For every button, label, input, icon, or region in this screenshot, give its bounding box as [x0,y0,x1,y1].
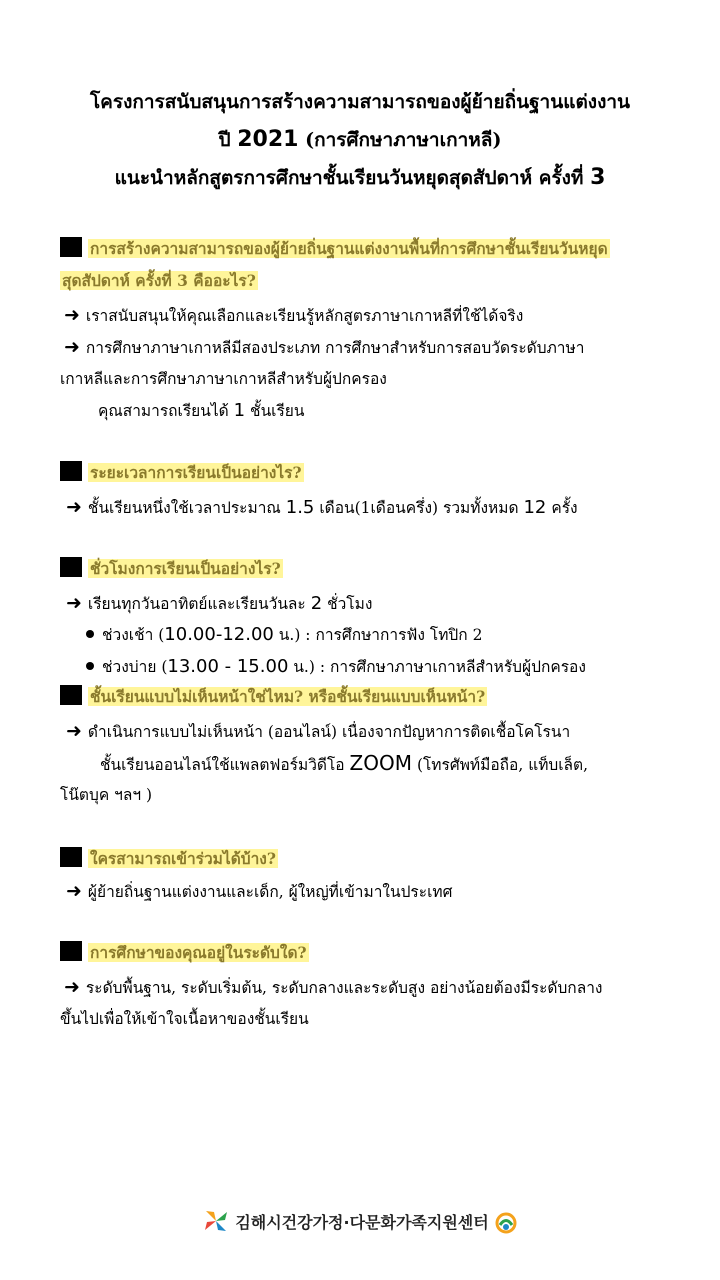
section-4-item-2-cont: โน๊ตบุค ฯลฯ ) [60,786,153,804]
arrow-right-icon: ➜ [66,720,82,742]
bullet-dot-icon [86,630,94,638]
section-1-item-1 [64,302,523,329]
section-2-duration: 1.5 [285,497,315,518]
title-line-2 [0,122,720,158]
section-3-heading-text: ชั่วโมงการเรียนเป็นอย่างไร? [90,559,281,578]
section-1-item-2 [64,334,584,361]
family-emblem-icon [494,1212,518,1234]
title-session-number: 3 [590,165,606,190]
section-5-item-text: ผู้ย้ายถิ่นฐานแต่งงานและเด็ก, ผู้ใหญ่ที่เข้ามาในประเทศ [87,883,453,901]
square-bullet-icon [60,685,82,705]
section-3-heading [60,556,283,582]
section-2-total-sessions: 12 [523,497,547,518]
section-3-morning [86,622,482,648]
arrow-right-icon: ➜ [64,304,80,326]
section-4-item-1-text: ดำเนินการแบบไม่เห็นหน้า (ออนไลน์) เนื่องจากปัญหาการติดเชื้อโคโรนา [87,723,571,741]
title-year-prefix: ปี [218,129,231,151]
section-1-item-2-cont: เกาหลีและการศึกษาภาษาเกาหลีสำหรับผู้ปกครอง [60,370,387,388]
section-4-item-2-text-b: (โทรศัพท์มือถือ, แท็บเล็ต, [416,756,589,774]
pinwheel-logo-icon [202,1208,230,1234]
section-1-item-1-text: เราสนับสนุนให้คุณเลือกและเรียนรู้หลักสูตรภาษาเกาหลีที่ใช้ได้จริง [85,307,524,325]
section-1-item-3-suffix: ชั้นเรียน [250,402,305,420]
section-1-item-2-text: การศึกษาภาษาเกาหลีมีสองประเภท การศึกษาสำหรับการสอบวัดระดับภาษา [85,339,585,357]
section-1-heading-line-2: สุดสัปดาห์ ครั้งที่ 3 คืออะไร? [62,271,256,290]
section-1-item-3-prefix: คุณสามารถเรียนได้ [98,402,229,420]
section-6-item-text: ระดับพื้นฐาน, ระดับเริ่มต้น, ระดับกลางและระดับสูง อย่างน้อยต้องมีระดับกลาง [85,979,603,997]
square-bullet-icon [60,941,82,961]
footer-org-name: 김해시건강가정·다문화가족지원센터 [235,1213,489,1232]
section-3-item [66,590,372,617]
title-line-3 [0,160,720,196]
section-5-heading-text: ใครสามารถเข้าร่วมได้บ้าง? [90,849,276,868]
section-3-item-text-b: ชั่วโมง [327,595,373,613]
section-3-hours: 2 [310,593,323,614]
section-4-item-1 [66,718,570,745]
section-2-item-text-b: เดือน(1เดือนครึ่ง) รวมทั้งหมด [319,499,519,517]
section-4-heading-text: ชั้นเรียนแบบไม่เห็นหน้าใช่ไหม? หรือชั้นเรียนแบบเห็นหน้า? [90,687,486,706]
section-4-item-2-text-a: ชั้นเรียนออนไลน์ใช้แพลตฟอร์มวิดีโอ [100,756,345,774]
section-1-item-3-number: 1 [233,400,246,421]
arrow-right-icon: ➜ [64,976,80,998]
section-6-heading-text: การศึกษาของคุณอยู่ในระดับใด? [90,943,307,962]
section-6-heading [60,940,309,966]
section-2-item-text-a: ชั้นเรียนหนึ่งใช้เวลาประมาณ [87,499,281,517]
section-6-item-cont: ขึ้นไปเพื่อให้เข้าใจเนื้อหาของชั้นเรียน [60,1010,309,1028]
section-2-heading [60,460,304,486]
section-1-item-3 [98,398,304,424]
section-3-morning-label: ช่วงเช้า ( [102,626,165,644]
section-3-afternoon [86,654,586,680]
bullet-dot-icon [86,662,94,670]
section-1-heading-line-1: การสร้างความสามารถของผู้ย้ายถิ่นฐานแต่งงานพื้นที่การศึกษาชั้นเรียนวันหยุด [90,239,608,258]
arrow-right-icon: ➜ [66,592,82,614]
section-5-item [66,878,452,905]
section-2-heading-text: ระยะเวลาการเรียนเป็นอย่างไร? [90,463,302,482]
square-bullet-icon [60,461,82,481]
section-3-morning-time: 10.00-12.00 [164,624,274,645]
section-3-afternoon-desc: น.) : การศึกษาภาษาเกาหลีสำหรับผู้ปกครอง [293,658,586,676]
title-year: 2021 [237,127,299,152]
section-4-item-2 [100,750,588,778]
section-3-afternoon-label: ช่วงบ่าย ( [102,658,168,676]
square-bullet-icon [60,557,82,577]
section-3-item-text-a: เรียนทุกวันอาทิตย์และเรียนวันละ [87,595,306,613]
footer-org [0,1208,720,1234]
arrow-right-icon: ➜ [66,880,82,902]
section-4-zoom: ZOOM [349,751,412,775]
section-3-morning-desc: น.) : การศึกษาการฟัง โทปิก 2 [278,626,483,644]
section-3-afternoon-time: 13.00 - 15.00 [167,656,289,677]
section-2-item-text-c: ครั้ง [551,499,578,517]
section-1-heading-cont [60,268,258,294]
section-4-heading [60,684,487,710]
square-bullet-icon [60,237,82,257]
title-line-1: โครงการสนับสนุนการสร้างความสามารถของผู้ย้ายถิ่นฐานแต่งงาน [89,91,631,113]
arrow-right-icon: ➜ [64,336,80,358]
section-6-item [64,974,602,1001]
section-2-item [66,494,578,521]
title-subject: (การศึกษาภาษาเกาหลี) [305,129,502,151]
arrow-right-icon: ➜ [66,496,82,518]
section-1-heading [60,236,610,262]
section-5-heading [60,846,278,872]
square-bullet-icon [60,847,82,867]
title-course-text: แนะนำหลักสูตรการศึกษาชั้นเรียนวันหยุดสุดสัปดาห์ ครั้งที่ [114,167,584,189]
